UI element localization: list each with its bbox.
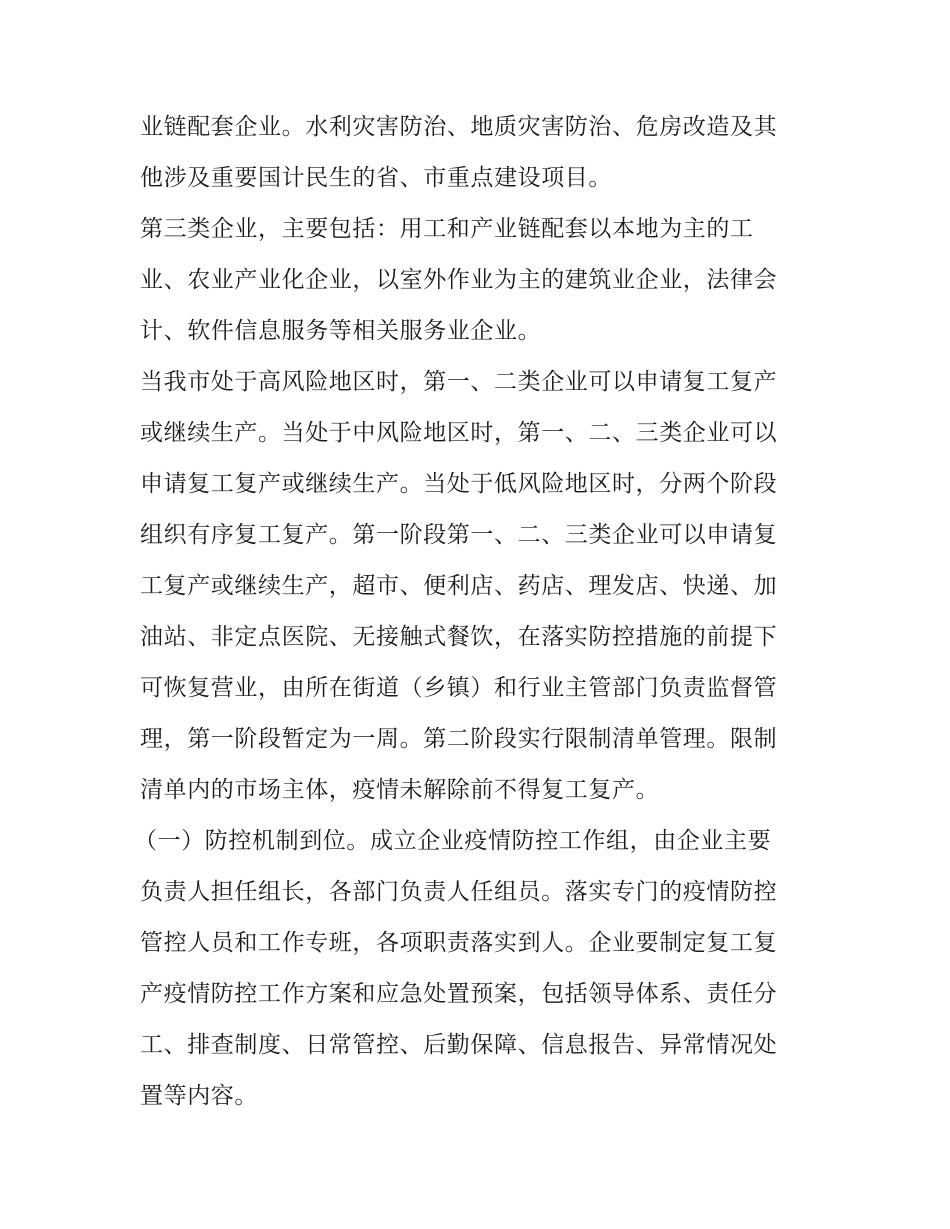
text-line: 当我市处于高风险地区时，第一、二类企业可以申请复工复产 (140, 369, 778, 395)
text-line: 理，第一阶段暂定为一周。第二阶段实行限制清单管理。限制 (140, 726, 778, 752)
section-heading-line: （一）防控机制到位。成立企业疫情防控工作组，由企业主要 (134, 828, 772, 854)
text-line: 申请复工复产或继续生产。当处于低风险地区时，分两个阶段 (140, 471, 778, 497)
text-line: 负责人担任组长，各部门负责人任组员。落实专门的疫情防控 (140, 879, 778, 905)
text-line: 置等内容。 (140, 1083, 258, 1109)
text-line: 他涉及重要国计民生的省、市重点建设项目。 (140, 165, 612, 191)
document-page (134, 102, 820, 1122)
text-line: 工复产或继续生产，超市、便利店、药店、理发店、快递、加 (140, 573, 778, 599)
text-line: 管控人员和工作专班，各项职责落实到人。企业要制定复工复 (140, 930, 778, 956)
text-line: 计、软件信息服务等相关服务业企业。 (140, 318, 542, 344)
text-line: 油站、非定点医院、无接触式餐饮，在落实防控措施的前提下 (140, 624, 778, 650)
text-line: 业链配套企业。水利灾害防治、地质灾害防治、危房改造及其 (140, 114, 778, 140)
text-line: 组织有序复工复产。第一阶段第一、二、三类企业可以申请复 (140, 522, 778, 548)
text-line: 工、排查制度、日常管控、后勤保障、信息报告、异常情况处 (140, 1032, 778, 1058)
text-line: 清单内的市场主体，疫情未解除前不得复工复产。 (140, 777, 660, 803)
text-line: 产疫情防控工作方案和应急处置预案，包括领导体系、责任分 (140, 981, 778, 1007)
text-line: 第三类企业，主要包括：用工和产业链配套以本地为主的工 (140, 216, 754, 242)
text-line: 可恢复营业，由所在街道（乡镇）和行业主管部门负责监督管 (140, 675, 778, 701)
text-line: 业、农业产业化企业，以室外作业为主的建筑业企业，法律会 (140, 267, 778, 293)
text-line: 或继续生产。当处于中风险地区时，第一、二、三类企业可以 (140, 420, 778, 446)
